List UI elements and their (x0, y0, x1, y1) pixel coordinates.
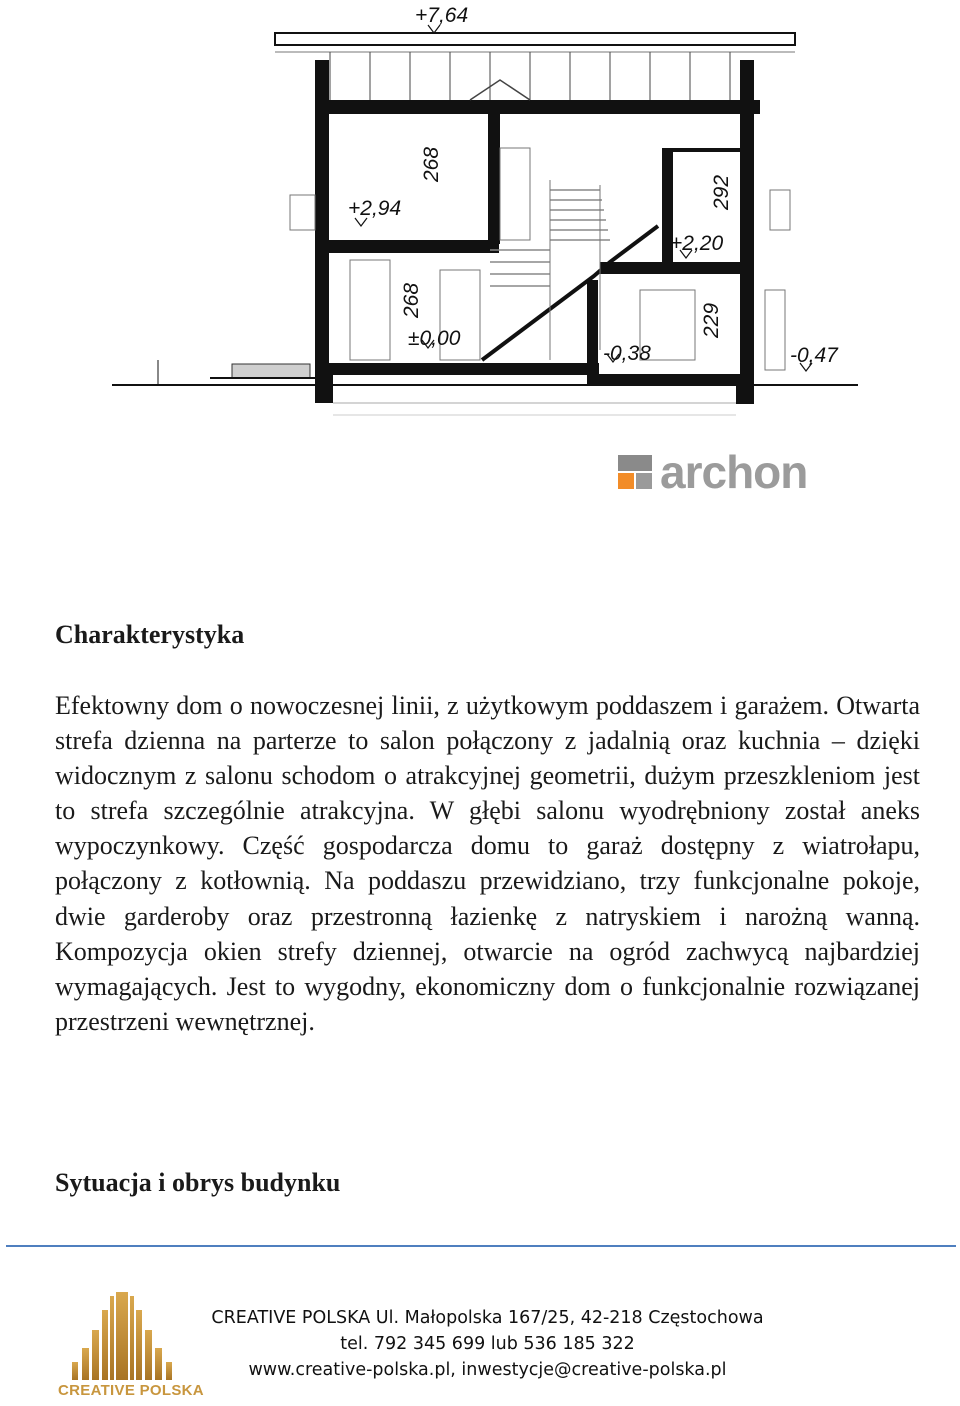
cross-section-drawing (110, 0, 860, 500)
creative-polska-logo-text: CREATIVE POLSKA (58, 1382, 204, 1399)
level-roof: +7,64 (415, 4, 469, 27)
footer-divider (6, 1245, 956, 1247)
level-first-floor: +2,94 (348, 197, 402, 220)
dim-lower-left: 268 (400, 282, 423, 318)
characteristics-heading: Charakterystyka (55, 620, 245, 649)
dim-upper-right: 292 (710, 174, 733, 210)
archon-logo-icon (618, 455, 652, 489)
archon-logo-text: archon (660, 446, 808, 498)
level-terrain: -0,47 (790, 344, 838, 367)
archon-logo (618, 447, 807, 497)
situation-heading: Sytuacja i obrys budynku (55, 1168, 341, 1197)
dim-upper-left: 268 (420, 146, 443, 182)
footer-contact (195, 1305, 780, 1383)
footer-phone: tel. 792 345 699 lub 536 185 322 (340, 1334, 635, 1354)
level-mezzanine: +2,20 (670, 232, 724, 255)
level-ground: ±0,00 (408, 327, 461, 350)
footer-web-email: www.creative-polska.pl, inwestycje@creative-polska.pl (248, 1360, 727, 1380)
level-garage: -0,38 (603, 342, 651, 365)
footer-address: CREATIVE POLSKA Ul. Małopolska 167/25, 42-218 Częstochowa (211, 1308, 764, 1328)
description-paragraph: Efektowny dom o nowoczesnej linii, z użytkowym poddaszem i garażem. Otwarta strefa dzienna na parterze to salon połączony z jadalnią oraz kuchnia – dzięki widocznym z salonu schodom o atrakcyjnej geometrii, dużym przeszkleniom jest to strefa szczególnie atrakcyjna. W głębi salonu wyodrębniony został aneks wypoczynkowy. Część gospodarcza domu to garaż dostępny z wiatrołapu, połączony z kotłownią. Na poddaszu przewidziano, trzy funkcjonalne pokoje, dwie garderoby oraz przestronną łazienkę z natryskiem i narożną wanną. Kompozycja okien strefy dziennej, otwarcie na ogród zachwycą najbardziej wymagających. Jest to wygodny, ekonomiczny dom o funkcjonalnie rozwiązanej przestrzeni wewnętrznej. (55, 691, 920, 1036)
dim-lower-right: 229 (700, 302, 723, 338)
